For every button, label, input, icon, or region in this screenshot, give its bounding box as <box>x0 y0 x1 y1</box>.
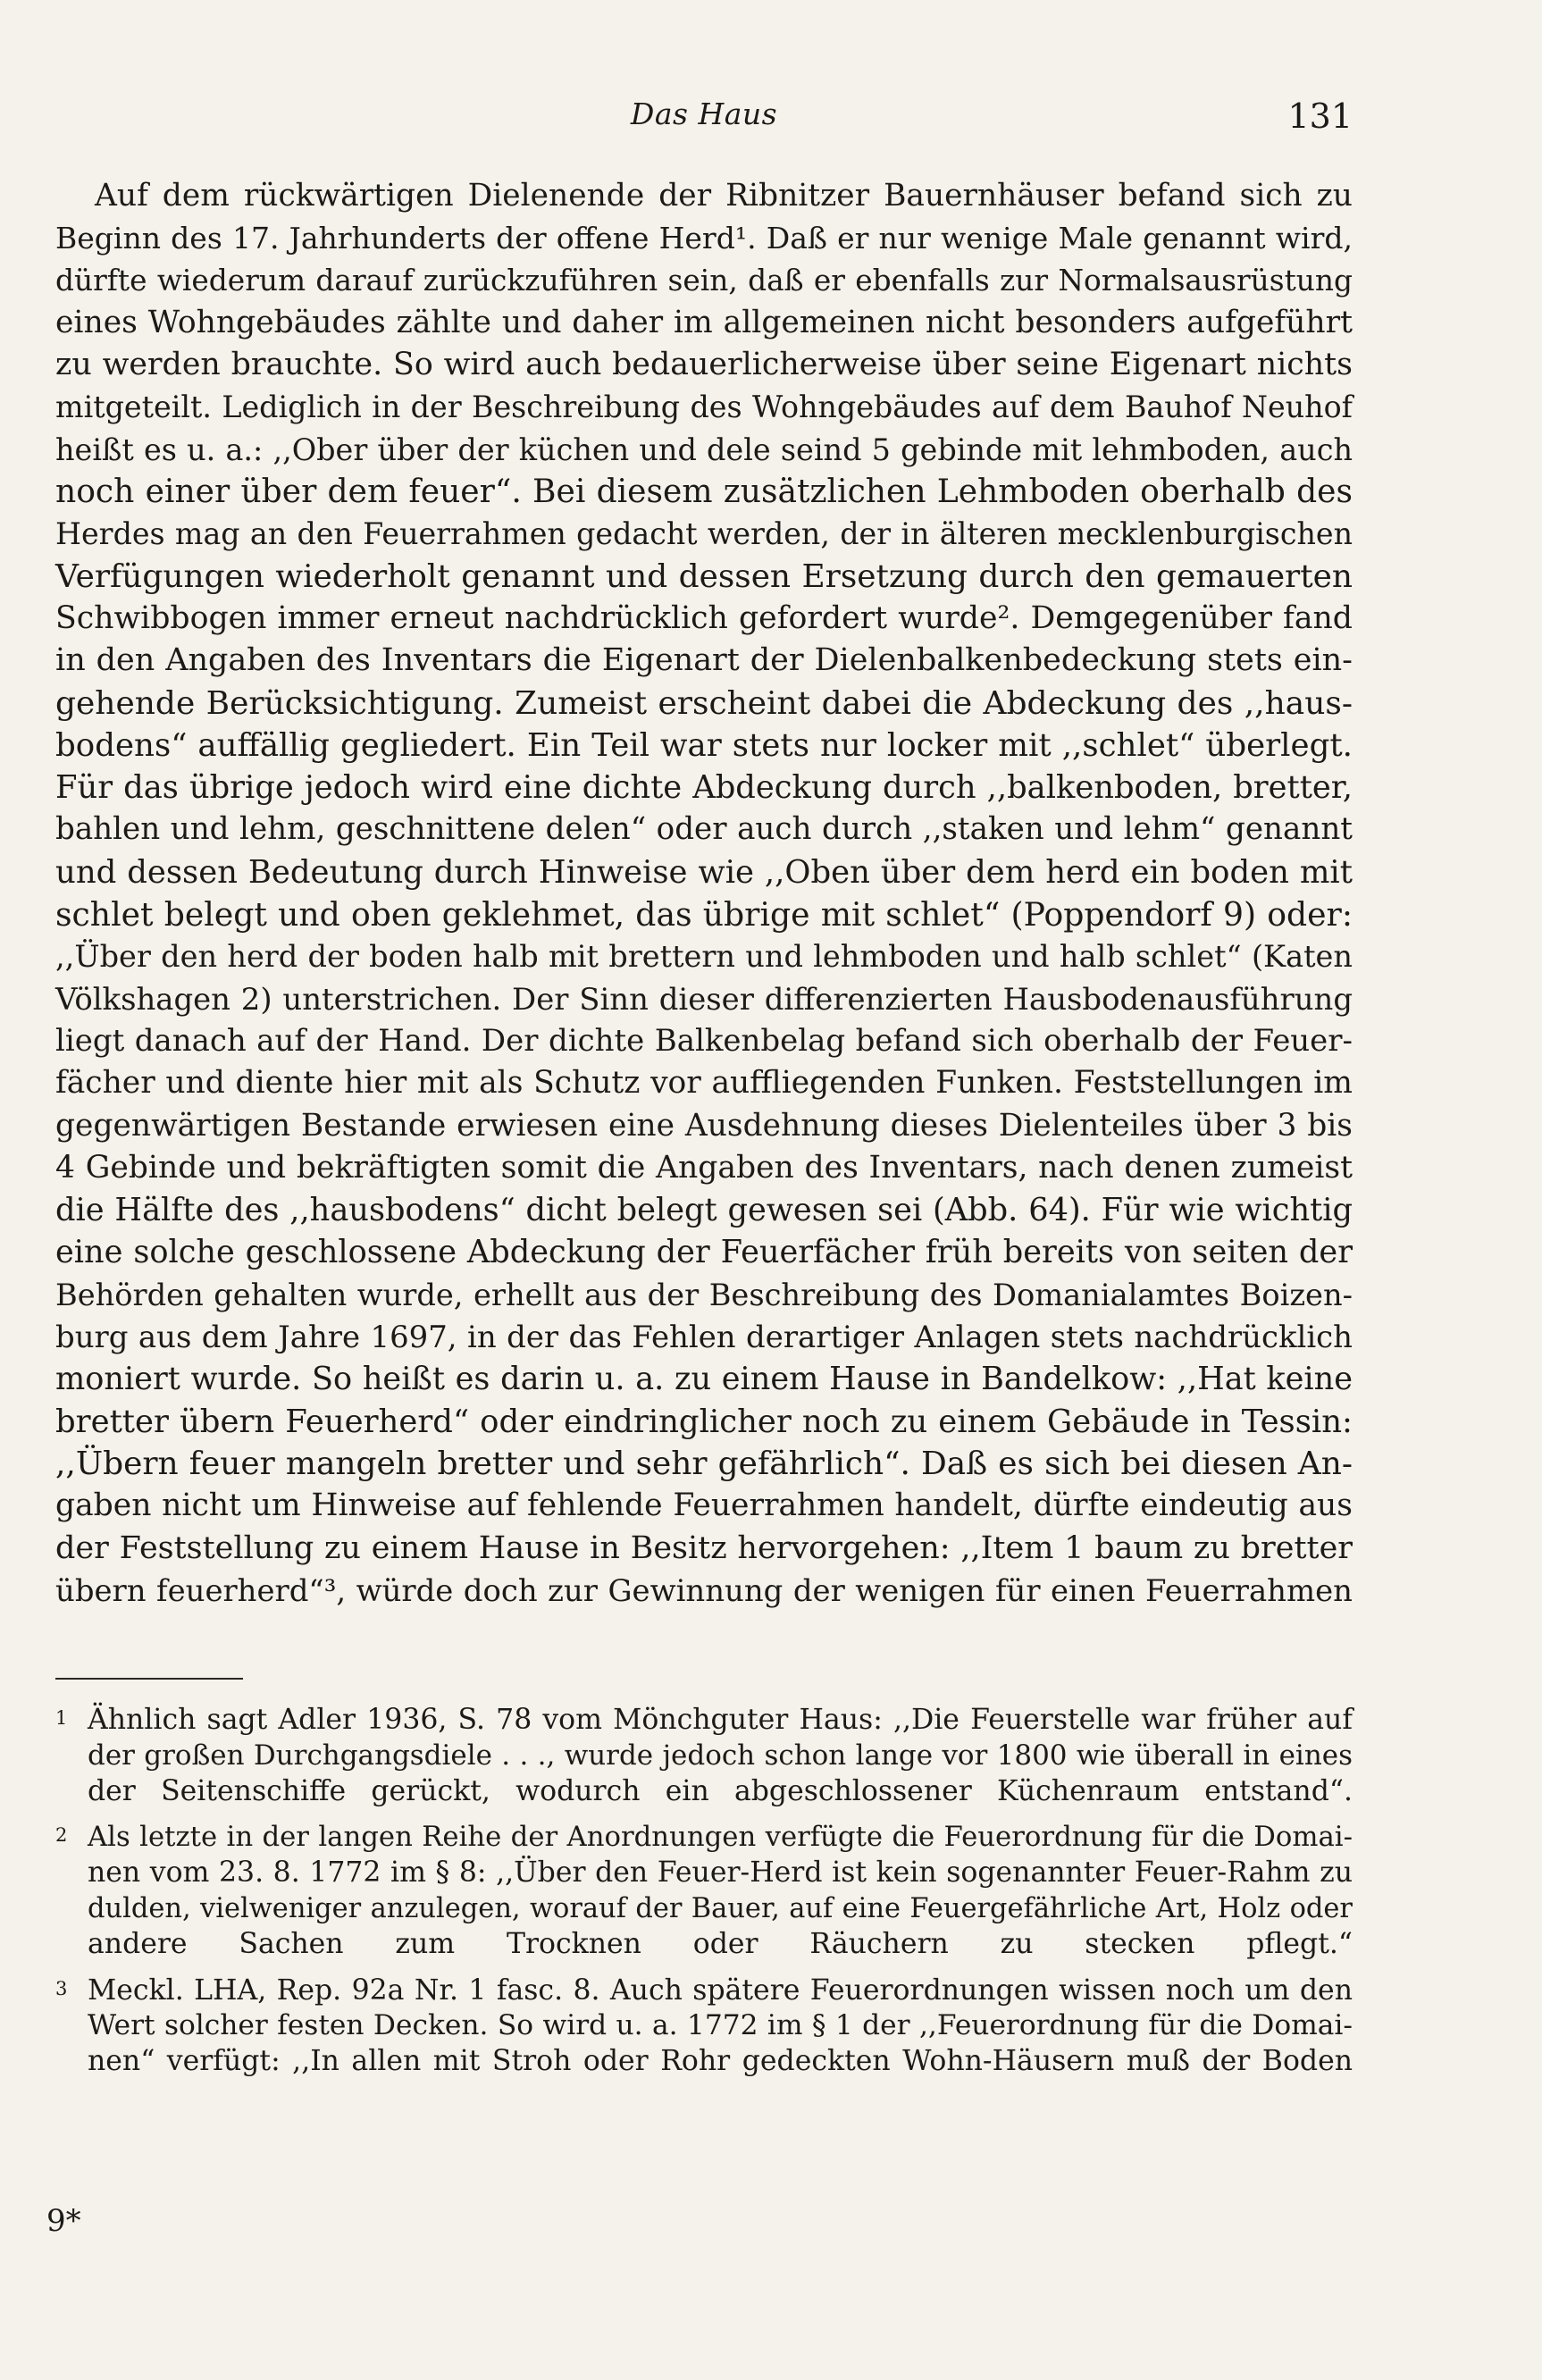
printer-signature: 9* <box>46 2203 81 2239</box>
footnote-line: Als letzte in der langen Reihe der Anordnungen verfügte die Feuerordnung für die Domai- <box>88 1821 1353 1854</box>
text-line: der Feststellung zu einem Hause in Besitz hervorgehen: ,,Item 1 baum zu bretter <box>55 1529 1353 1566</box>
footnote <box>55 1820 1353 1962</box>
footnote-mark: 3 <box>55 1977 68 1999</box>
footnote-line: andere Sachen zum Trocknen oder Räuchern zu stecken pflegt.“ <box>88 1927 1353 1960</box>
footnote <box>55 1974 1353 2080</box>
text-line: dürfte wiederum darauf zurückzuführen sein, daß er ebenfalls zur Normalsausrüstung <box>55 263 1353 298</box>
text-line: bretter übern Feuerherd“ oder eindringlicher noch zu einem Gebäude in Tessin: <box>55 1403 1353 1440</box>
footnote-line: dulden, vielweniger anzulegen, worauf der Bauer, auf eine Feuergefährliche Art, Holz oder <box>88 1892 1353 1924</box>
text-line: Herdes mag an den Feuerrahmen gedacht werden, der in älteren mecklenburgischen <box>55 516 1353 552</box>
text-line: zu werden brauchte. So wird auch bedauerlicherweise über seine Eigenart nichts <box>55 347 1353 383</box>
footnote-line: der großen Durchgangsdiele . . ., wurde jedoch schon lange vor 1800 wie überall in eines <box>88 1739 1353 1772</box>
footnote <box>55 1703 1353 1809</box>
text-line: übern feuerherd“³, würde doch zur Gewinnung der wenigen für einen Feuerrahmen <box>55 1572 1353 1608</box>
text-line: gaben nicht um Hinweise auf fehlende Feuerrahmen handelt, dürfte eindeutig aus <box>55 1488 1353 1524</box>
footnote-line: Ähnlich sagt Adler 1936, S. 78 vom Mönchguter Haus: ,,Die Feuerstelle war früher auf <box>88 1704 1353 1736</box>
text-line: gehende Berücksichtigung. Zumeist erscheint dabei die Abdeckung des ,,haus- <box>55 684 1353 722</box>
text-line: Schwibbogen immer erneut nachdrücklich gefordert wurde². Demgegenüber fand <box>55 599 1353 636</box>
text-line: schlet belegt und oben geklehmet, das übrige mit schlet“ (Poppendorf 9) oder: <box>55 895 1353 934</box>
text-line: 4 Gebinde und bekräftigten somit die Angaben des Inventars, nach denen zumeist <box>55 1149 1353 1186</box>
running-head <box>55 96 1353 141</box>
footnote-mark: 1 <box>55 1707 68 1729</box>
text-line: in den Angaben des Inventars die Eigenart der Dielenbalkenbedeckung stets ein- <box>55 642 1353 679</box>
text-line: bahlen und lehm, geschnittene delen“ oder auch durch ,,staken und lehm“ genannt <box>55 811 1353 848</box>
text-line: heißt es u. a.: ,,Ober über der küchen und dele seind 5 gebinde mit lehmboden, auch <box>55 432 1353 467</box>
text-line: Beginn des 17. Jahrhunderts der offene Herd¹. Daß er nur wenige Male genannt wird, <box>55 221 1353 256</box>
text-line: ,,Über den herd der boden halb mit brettern und lehmboden und halb schlet“ (Katen <box>55 939 1353 975</box>
text-line: Völkshagen 2) unterstrichen. Der Sinn dieser differenzierten Hausbodenausführung <box>55 981 1353 1017</box>
text-line: liegt danach auf der Hand. Der dichte Balkenbelag befand sich oberhalb der Feuer- <box>55 1022 1353 1059</box>
text-line: noch einer über dem feuer“. Bei diesem zusätzlichen Lehmboden oberhalb des <box>55 473 1353 511</box>
main-text <box>55 175 1353 1612</box>
footnote-line: Wert solcher festen Decken. So wird u. a. 1772 im § 1 der ,,Feuerordnung für die Domai- <box>88 2009 1353 2042</box>
footnote-line: der Seitenschiffe gerückt, wodurch ein abgeschlossener Küchenraum entstand“. <box>88 1774 1353 1807</box>
text-line: ,,Übern feuer mangeln bretter und sehr gefährlich“. Daß es sich bei diesen An- <box>55 1445 1353 1482</box>
footnote-line: nen vom 23. 8. 1772 im § 8: ,,Über den Feuer-Herd ist kein sogenannter Feuer-Rahm zu <box>88 1856 1353 1890</box>
text-line: Auf dem rückwärtigen Dielenende der Ribnitzer Bauernhäuser befand sich zu <box>95 178 1353 214</box>
footnote-mark: 2 <box>55 1824 68 1847</box>
footnotes <box>55 1703 1353 2091</box>
page-number: 131 <box>1287 96 1353 136</box>
text-line: eine solche geschlossene Abdeckung der Feuerfächer früh bereits von seiten der <box>55 1234 1353 1271</box>
text-line: burg aus dem Jahre 1697, in der das Fehlen derartiger Anlagen stets nachdrücklich <box>55 1320 1353 1355</box>
text-line: eines Wohngebäudes zählte und daher im allgemeinen nicht besonders aufgeführt <box>55 304 1353 340</box>
text-line: moniert wurde. So heißt es darin u. a. zu einem Hause in Bandelkow: ,,Hat keine <box>55 1361 1353 1398</box>
running-title: Das Haus <box>630 96 778 131</box>
text-line: Für das übrige jedoch wird eine dichte Abdeckung durch ,,balkenboden, bretter, <box>55 769 1353 807</box>
text-line: und dessen Bedeutung durch Hinweise wie ,,Oben über dem herd ein boden mit <box>55 853 1353 891</box>
footnote-line: Meckl. LHA, Rep. 92a Nr. 1 fasc. 8. Auch spätere Feuerordnungen wissen noch um den <box>88 1974 1353 2007</box>
text-line: die Hälfte des ,,hausbodens“ dicht belegt gewesen sei (Abb. 64). Für wie wichtig <box>55 1192 1353 1229</box>
text-line: gegenwärtigen Bestande erwiesen eine Ausdehnung dieses Dielenteiles über 3 bis <box>55 1107 1353 1144</box>
footnote-separator <box>55 1678 243 1680</box>
text-line: fächer und diente hier mit als Schutz vor auffliegenden Funken. Feststellungen im <box>55 1065 1353 1102</box>
text-line: mitgeteilt. Lediglich in der Beschreibung des Wohngebäudes auf dem Bauhof Neuhof <box>55 390 1353 425</box>
text-line: Behörden gehalten wurde, erhellt aus der Beschreibung des Domanialamtes Boizen- <box>55 1277 1353 1312</box>
text-line: bodens“ auffällig gegliedert. Ein Teil war stets nur locker mit ,,schlet“ überlegt. <box>55 726 1353 764</box>
footnote-line: nen“ verfügt: ,,In allen mit Stroh oder Rohr gedeckten Wohn-Häusern muß der Boden <box>88 2045 1353 2078</box>
text-line: Verfügungen wiederholt genannt und dessen Ersetzung durch den gemauerten <box>55 557 1353 595</box>
